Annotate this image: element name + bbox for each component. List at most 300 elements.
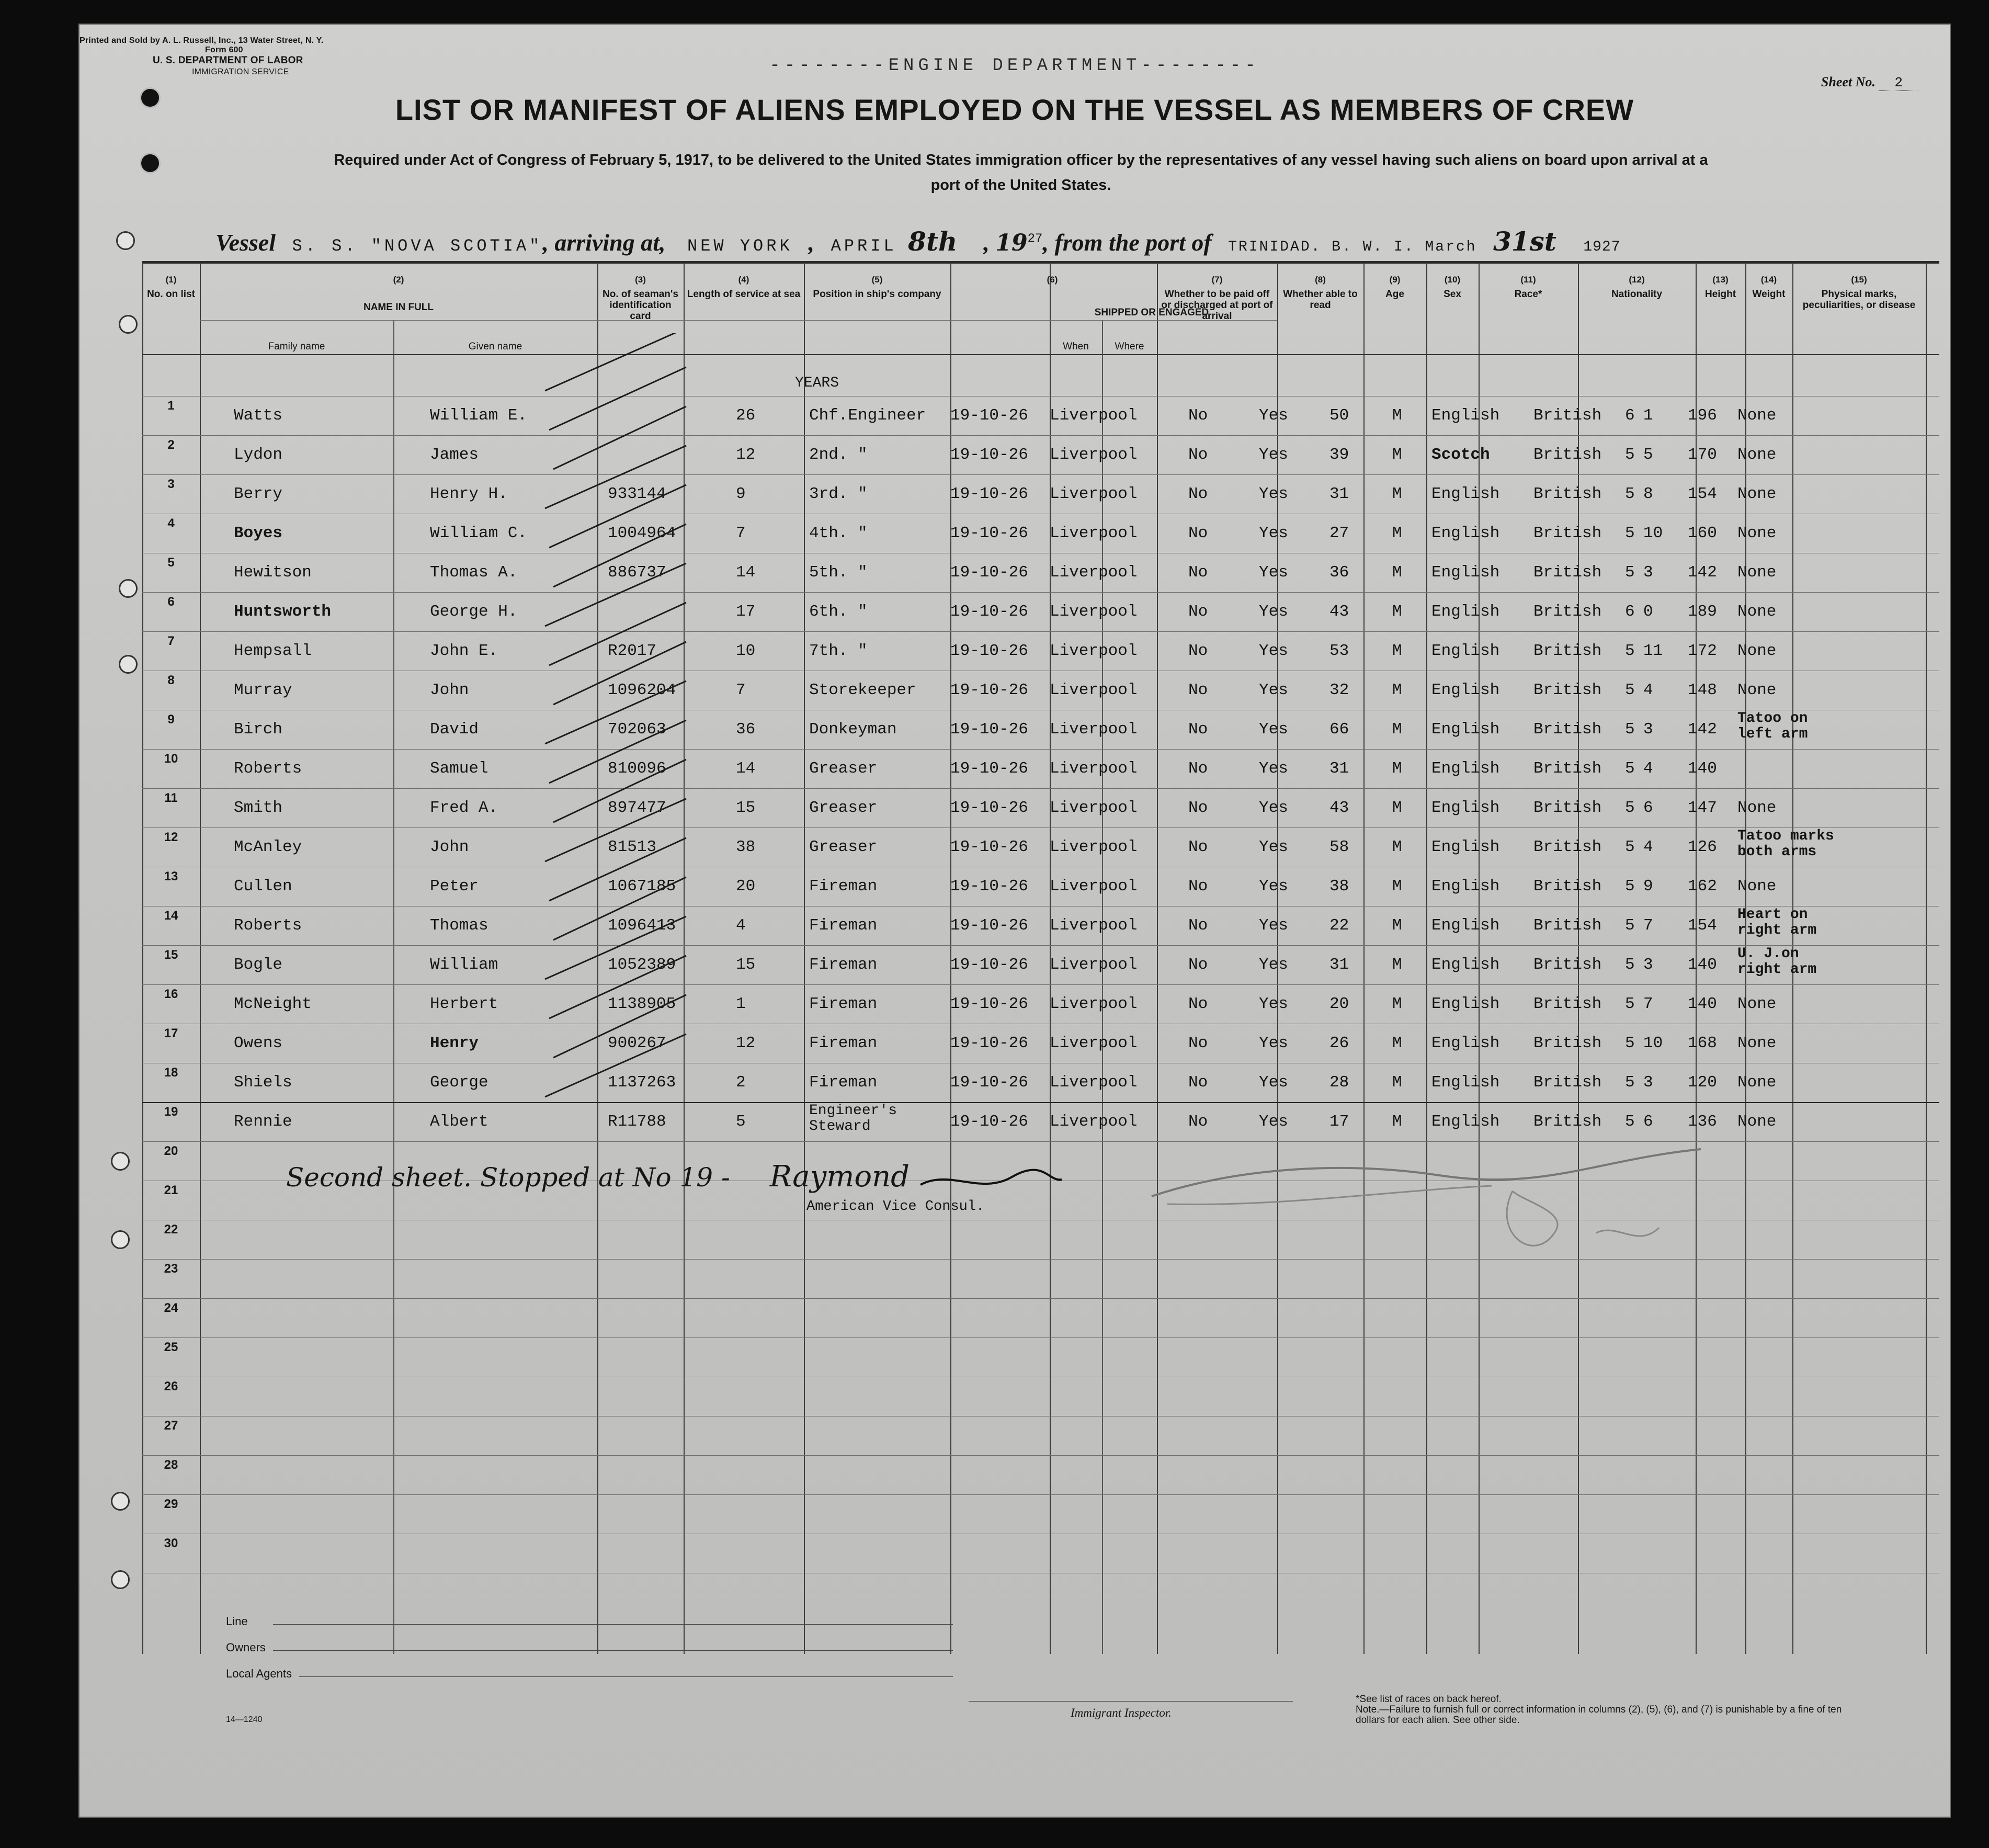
- sex: M: [1392, 916, 1402, 935]
- departure-year: 1927: [1583, 239, 1621, 255]
- sex: M: [1392, 603, 1402, 621]
- height-feet: 5: [1625, 956, 1635, 974]
- shipped-where: Liverpool: [1050, 720, 1138, 739]
- subcolumn-divider: [1102, 320, 1103, 1654]
- row-rule: [142, 749, 1939, 750]
- races-note: *See list of races on back hereof.: [1356, 1694, 1502, 1705]
- weight: 162: [1688, 877, 1717, 895]
- row-number: 2: [167, 438, 175, 452]
- check-stroke: [549, 603, 686, 665]
- check-stroke: [545, 799, 686, 861]
- height-inches: 4: [1643, 759, 1653, 778]
- sex: M: [1392, 1073, 1402, 1092]
- reinforcement-ring: [119, 579, 138, 598]
- arrival-port: NEW YORK: [687, 236, 793, 256]
- shipped-when: 19-10-26: [950, 956, 1028, 974]
- shipped-when: 19-10-26: [950, 1073, 1028, 1092]
- row-number: 15: [164, 948, 178, 962]
- height-inches: 5: [1643, 446, 1653, 464]
- check-stroke: [549, 956, 686, 1018]
- family-name: Watts: [234, 406, 283, 425]
- age: 38: [1329, 877, 1349, 895]
- weight: 142: [1688, 563, 1717, 582]
- shipped-when: 19-10-26: [950, 838, 1028, 856]
- column-divider: [1157, 263, 1158, 1654]
- row-number: 12: [164, 830, 178, 844]
- shipped-when: 19-10-26: [950, 759, 1028, 778]
- punch-hole: [140, 87, 161, 108]
- race: English: [1431, 799, 1500, 817]
- arrival-month: APRIL: [831, 236, 897, 256]
- able-to-read: Yes: [1259, 877, 1288, 895]
- ship-position: Fireman: [809, 877, 878, 895]
- shipped-when: 19-10-26: [950, 563, 1028, 582]
- inspector-signature-line[interactable]: [969, 1701, 1293, 1702]
- age: 36: [1329, 563, 1349, 582]
- race: English: [1431, 485, 1500, 503]
- column-subheader: Where: [1115, 341, 1144, 352]
- sex: M: [1392, 720, 1402, 739]
- able-to-read: Yes: [1259, 1073, 1288, 1092]
- check-stroke: [549, 367, 686, 430]
- age: 22: [1329, 916, 1349, 935]
- form-number: Form 600: [205, 46, 243, 54]
- nationality: British: [1533, 1113, 1602, 1131]
- shipped-when: 19-10-26: [950, 524, 1028, 542]
- row-number: 22: [164, 1222, 178, 1237]
- able-to-read: Yes: [1259, 956, 1288, 974]
- column-divider: [1363, 263, 1365, 1654]
- row-number: 21: [164, 1183, 178, 1197]
- subcolumn-divider: [393, 320, 394, 1654]
- weight: 170: [1688, 446, 1717, 464]
- height-inches: 3: [1643, 720, 1653, 739]
- ship-position: 2nd. ": [809, 446, 868, 464]
- service-length: 20: [736, 877, 756, 895]
- seaman-card-number: R2017: [608, 642, 657, 660]
- nationality: British: [1533, 524, 1602, 542]
- age: 39: [1329, 446, 1349, 464]
- service-length: 17: [736, 603, 756, 621]
- age: 26: [1329, 1034, 1349, 1052]
- vessel-name: S. S. "NOVA SCOTIA": [292, 236, 543, 256]
- given-name: George: [430, 1073, 488, 1092]
- ship-position: Donkeyman: [809, 720, 897, 739]
- column-number: (5): [871, 275, 883, 285]
- origin-port: TRINIDAD. B. W. I. March: [1228, 239, 1477, 255]
- family-name: Owens: [234, 1034, 283, 1052]
- shipped-where: Liverpool: [1050, 446, 1138, 464]
- service-length: 36: [736, 720, 756, 739]
- check-stroke: [553, 759, 686, 822]
- able-to-read: Yes: [1259, 916, 1288, 935]
- weight: 154: [1688, 485, 1717, 503]
- able-to-read: Yes: [1259, 838, 1288, 856]
- row-number: 23: [164, 1262, 178, 1276]
- height-inches: 7: [1643, 995, 1653, 1013]
- given-name: John: [430, 838, 469, 856]
- row-number: 14: [164, 909, 178, 923]
- column-header: Physical marks, peculiarities, or disease: [1802, 289, 1916, 311]
- height-feet: 5: [1625, 799, 1635, 817]
- height-feet: 5: [1625, 720, 1635, 739]
- check-stroke: [553, 995, 686, 1058]
- race: English: [1431, 603, 1500, 621]
- seaman-card-number: 1004964: [608, 524, 676, 542]
- physical-marks: None: [1737, 524, 1777, 542]
- seaman-card-number: 1137263: [608, 1073, 676, 1092]
- seaman-card-number: 1138905: [608, 995, 676, 1013]
- ship-position: Engineer's Steward: [809, 1103, 897, 1135]
- race: English: [1431, 838, 1500, 856]
- column-header: Height: [1704, 289, 1736, 300]
- row-number: 17: [164, 1026, 178, 1040]
- age: 43: [1329, 799, 1349, 817]
- service-length: 7: [736, 681, 746, 699]
- height-inches: 10: [1643, 1034, 1663, 1052]
- line-field[interactable]: [273, 1624, 953, 1625]
- check-stroke: [553, 877, 686, 940]
- able-to-read: Yes: [1259, 563, 1288, 582]
- requirement-text: [184, 148, 1858, 198]
- height-feet: 5: [1625, 681, 1635, 699]
- paid-off: No: [1188, 1073, 1208, 1092]
- ship-position: Greaser: [809, 799, 878, 817]
- line-label: Line: [226, 1615, 248, 1628]
- weight: 136: [1688, 1113, 1717, 1131]
- row-rule: [142, 1494, 1939, 1495]
- service-length: 26: [736, 406, 756, 425]
- shipped-when: 19-10-26: [950, 1113, 1028, 1131]
- service-length: 1: [736, 995, 746, 1013]
- height-feet: 5: [1625, 1113, 1635, 1131]
- paid-off: No: [1188, 877, 1208, 895]
- age: 32: [1329, 681, 1349, 699]
- column-subheader: Family name: [268, 341, 325, 352]
- row-number: 1: [167, 399, 175, 413]
- weight: 142: [1688, 720, 1717, 739]
- paid-off: No: [1188, 681, 1208, 699]
- age: 53: [1329, 642, 1349, 660]
- height-inches: 6: [1643, 799, 1653, 817]
- family-name: Birch: [234, 720, 283, 739]
- height-feet: 5: [1625, 485, 1635, 503]
- row-number: 27: [164, 1419, 178, 1433]
- paid-off: No: [1188, 916, 1208, 935]
- height-inches: 4: [1643, 681, 1653, 699]
- sex: M: [1392, 956, 1402, 974]
- shipped-where: Liverpool: [1050, 681, 1138, 699]
- row-rule: [142, 631, 1939, 632]
- physical-marks: U. J.on right arm: [1737, 946, 1817, 978]
- local-agents-field[interactable]: [299, 1676, 953, 1677]
- race: English: [1431, 995, 1500, 1013]
- height-inches: 8: [1643, 485, 1653, 503]
- row-number: 10: [164, 752, 178, 766]
- paid-off: No: [1188, 406, 1208, 425]
- check-stroke: [549, 838, 686, 901]
- column-header: Race*: [1514, 289, 1542, 300]
- height-inches: 4: [1643, 838, 1653, 856]
- column-header: NAME IN FULL: [363, 302, 434, 313]
- able-to-read: Yes: [1259, 1034, 1288, 1052]
- seaman-card-number: 81513: [608, 838, 657, 856]
- given-name: David: [430, 720, 479, 739]
- ship-position: 3rd. ": [809, 485, 868, 503]
- column-header: SHIPPED OR ENGAGED: [1094, 307, 1209, 318]
- row-number: 13: [164, 869, 178, 883]
- family-name: Roberts: [234, 916, 302, 935]
- owners-label: Owners: [226, 1641, 266, 1654]
- family-name: Boyes: [234, 524, 283, 542]
- reinforcement-ring: [119, 655, 138, 674]
- seaman-card-number: R11788: [608, 1113, 666, 1131]
- paid-off: No: [1188, 759, 1208, 778]
- row-number: 30: [164, 1536, 178, 1550]
- check-stroke: [553, 524, 686, 587]
- height-inches: 0: [1643, 603, 1653, 621]
- ship-position: Fireman: [809, 1034, 878, 1052]
- check-stroke: [545, 1034, 686, 1097]
- check-stroke: [545, 446, 686, 508]
- nationality: British: [1533, 603, 1602, 621]
- family-name: Hewitson: [234, 563, 312, 582]
- seaman-card-number: 900267: [608, 1034, 666, 1052]
- reinforcement-ring: [111, 1152, 130, 1171]
- row-rule: [142, 1337, 1939, 1338]
- service-length: 12: [736, 1034, 756, 1052]
- weight: 120: [1688, 1073, 1717, 1092]
- physical-marks: Tatoo on left arm: [1737, 710, 1808, 742]
- row-rule: [142, 1298, 1939, 1299]
- height-feet: 5: [1625, 563, 1635, 582]
- paid-off: No: [1188, 956, 1208, 974]
- weight: 148: [1688, 681, 1717, 699]
- seaman-card-number: 933144: [608, 485, 666, 503]
- race: English: [1431, 877, 1500, 895]
- column-number: (10): [1444, 275, 1461, 285]
- shipped-where: Liverpool: [1050, 838, 1138, 856]
- ship-position: 5th. ": [809, 563, 868, 582]
- service-length: 15: [736, 956, 756, 974]
- height-inches: 6: [1643, 1113, 1653, 1131]
- race: English: [1431, 720, 1500, 739]
- height-feet: 6: [1625, 603, 1635, 621]
- race: English: [1431, 916, 1500, 935]
- check-stroke: [545, 563, 686, 626]
- shipped-where: Liverpool: [1050, 1073, 1138, 1092]
- given-name: James: [430, 446, 479, 464]
- footer-form-number: 14—1240: [226, 1715, 263, 1724]
- nationality: British: [1533, 1034, 1602, 1052]
- requirement-line-1: Required under Act of Congress of February 5, 1917, to be delivered to the United States immigration officer by the representatives of any vessel having such aliens on board upon arrival at a: [334, 152, 1708, 168]
- shipped-when: 19-10-26: [950, 681, 1028, 699]
- able-to-read: Yes: [1259, 406, 1288, 425]
- punch-hole: [140, 153, 161, 174]
- service-length: 7: [736, 524, 746, 542]
- ship-position: Greaser: [809, 759, 878, 778]
- physical-marks: Heart on right arm: [1737, 906, 1817, 938]
- row-number: 11: [164, 791, 178, 805]
- sex: M: [1392, 1034, 1402, 1052]
- physical-marks: None: [1737, 1073, 1777, 1092]
- paid-off: No: [1188, 563, 1208, 582]
- departure-day: 31st: [1493, 226, 1556, 257]
- age: 31: [1329, 956, 1349, 974]
- given-name: Peter: [430, 877, 479, 895]
- column-header: Nationality: [1611, 289, 1663, 300]
- family-name: Huntsworth: [234, 603, 332, 621]
- ship-position: Fireman: [809, 916, 878, 935]
- service-name: IMMIGRATION SERVICE: [192, 67, 289, 76]
- given-name: Thomas A.: [430, 563, 518, 582]
- row-number: 25: [164, 1340, 178, 1354]
- able-to-read: Yes: [1259, 720, 1288, 739]
- row-number: 26: [164, 1379, 178, 1393]
- service-length: 9: [736, 485, 746, 503]
- height-inches: 7: [1643, 916, 1653, 935]
- column-number: (6): [1047, 275, 1058, 285]
- physical-marks: None: [1737, 995, 1777, 1013]
- age: 66: [1329, 720, 1349, 739]
- shipped-where: Liverpool: [1050, 642, 1138, 660]
- column-number: (9): [1389, 275, 1401, 285]
- shipped-where: Liverpool: [1050, 603, 1138, 621]
- family-name: McNeight: [234, 995, 312, 1013]
- shipped-when: 19-10-26: [950, 485, 1028, 503]
- weight: 172: [1688, 642, 1717, 660]
- signature-flourish: [918, 1164, 1064, 1195]
- paid-off: No: [1188, 1034, 1208, 1052]
- weight: 126: [1688, 838, 1717, 856]
- physical-marks: None: [1737, 799, 1777, 817]
- family-name: McAnley: [234, 838, 302, 856]
- physical-marks: None: [1737, 603, 1777, 621]
- able-to-read: Yes: [1259, 799, 1288, 817]
- sex: M: [1392, 642, 1402, 660]
- header-rule: [142, 261, 1939, 264]
- paid-off: No: [1188, 1113, 1208, 1131]
- nationality: British: [1533, 956, 1602, 974]
- given-name: Henry H.: [430, 485, 508, 503]
- given-name: Henry: [430, 1034, 479, 1052]
- column-divider: [142, 263, 143, 1654]
- weight: 147: [1688, 799, 1717, 817]
- column-number: (11): [1520, 275, 1536, 285]
- nationality: British: [1533, 916, 1602, 935]
- column-header: Whether to be paid off or discharged at port of arrival: [1161, 289, 1273, 322]
- height-feet: 6: [1625, 406, 1635, 425]
- nationality: British: [1533, 838, 1602, 856]
- owners-field[interactable]: [273, 1650, 953, 1651]
- age: 27: [1329, 524, 1349, 542]
- seaman-card-number: 810096: [608, 759, 666, 778]
- reinforcement-ring: [111, 1570, 130, 1589]
- height-feet: 5: [1625, 642, 1635, 660]
- ship-position: Chf.Engineer: [809, 406, 926, 425]
- row-rule: [142, 945, 1939, 946]
- header-bottom-rule: [142, 354, 1939, 355]
- column-header: Whether able to read: [1283, 289, 1358, 311]
- given-name: William: [430, 956, 498, 974]
- physical-marks: None: [1737, 1034, 1777, 1052]
- height-feet: 5: [1625, 916, 1635, 935]
- given-name: Thomas: [430, 916, 488, 935]
- physical-marks: None: [1737, 1113, 1777, 1131]
- height-feet: 5: [1625, 524, 1635, 542]
- weight: 140: [1688, 759, 1717, 778]
- row-number: 7: [167, 634, 175, 648]
- shipped-when: 19-10-26: [950, 1034, 1028, 1052]
- weight: 140: [1688, 995, 1717, 1013]
- shipped-where: Liverpool: [1050, 524, 1138, 542]
- service-length: 10: [736, 642, 756, 660]
- column-number: (7): [1211, 275, 1223, 285]
- nationality: British: [1533, 1073, 1602, 1092]
- check-stroke: [553, 642, 686, 705]
- family-name: Hempsall: [234, 642, 312, 660]
- row-rule: [142, 435, 1939, 436]
- shipped-when: 19-10-26: [950, 642, 1028, 660]
- physical-marks: None: [1737, 406, 1777, 425]
- ship-position: Greaser: [809, 838, 878, 856]
- shipped-where: Liverpool: [1050, 1113, 1138, 1131]
- sex: M: [1392, 995, 1402, 1013]
- service-length: 12: [736, 446, 756, 464]
- given-name: William E.: [430, 406, 528, 425]
- height-inches: 3: [1643, 956, 1653, 974]
- row-rule: [142, 1102, 1939, 1103]
- note-text: Second sheet. Stopped at No 19 -: [286, 1162, 730, 1193]
- sheet-label: Sheet No.: [1821, 74, 1876, 89]
- paid-off: No: [1188, 485, 1208, 503]
- shipped-when: 19-10-26: [950, 406, 1028, 425]
- column-number: (13): [1712, 275, 1729, 285]
- local-agents-label: Local Agents: [226, 1667, 292, 1680]
- paid-off: No: [1188, 603, 1208, 621]
- family-name: Smith: [234, 799, 283, 817]
- shipped-where: Liverpool: [1050, 877, 1138, 895]
- checkmark-strokes: [540, 333, 854, 1222]
- race: English: [1431, 681, 1500, 699]
- weight: 168: [1688, 1034, 1717, 1052]
- age: 58: [1329, 838, 1349, 856]
- family-name: Bogle: [234, 956, 283, 974]
- physical-marks: None: [1737, 485, 1777, 503]
- family-name: Murray: [234, 681, 292, 699]
- height-inches: 3: [1643, 563, 1653, 582]
- height-inches: 10: [1643, 524, 1663, 542]
- age: 31: [1329, 485, 1349, 503]
- sex: M: [1392, 406, 1402, 425]
- column-header: Weight: [1752, 289, 1786, 300]
- from-label: , from the port of: [1042, 229, 1212, 256]
- family-name: Cullen: [234, 877, 292, 895]
- family-name: Berry: [234, 485, 283, 503]
- row-rule: [142, 984, 1939, 985]
- given-name: Albert: [430, 1113, 488, 1131]
- service-length: 38: [736, 838, 756, 856]
- weight: 160: [1688, 524, 1717, 542]
- seaman-card-number: 702063: [608, 720, 666, 739]
- nationality: British: [1533, 877, 1602, 895]
- nationality: British: [1533, 563, 1602, 582]
- age: 50: [1329, 406, 1349, 425]
- sex: M: [1392, 759, 1402, 778]
- shipped-where: Liverpool: [1050, 799, 1138, 817]
- year-prefix: 19: [995, 230, 1028, 256]
- column-header: No. of seaman's identification card: [603, 289, 678, 322]
